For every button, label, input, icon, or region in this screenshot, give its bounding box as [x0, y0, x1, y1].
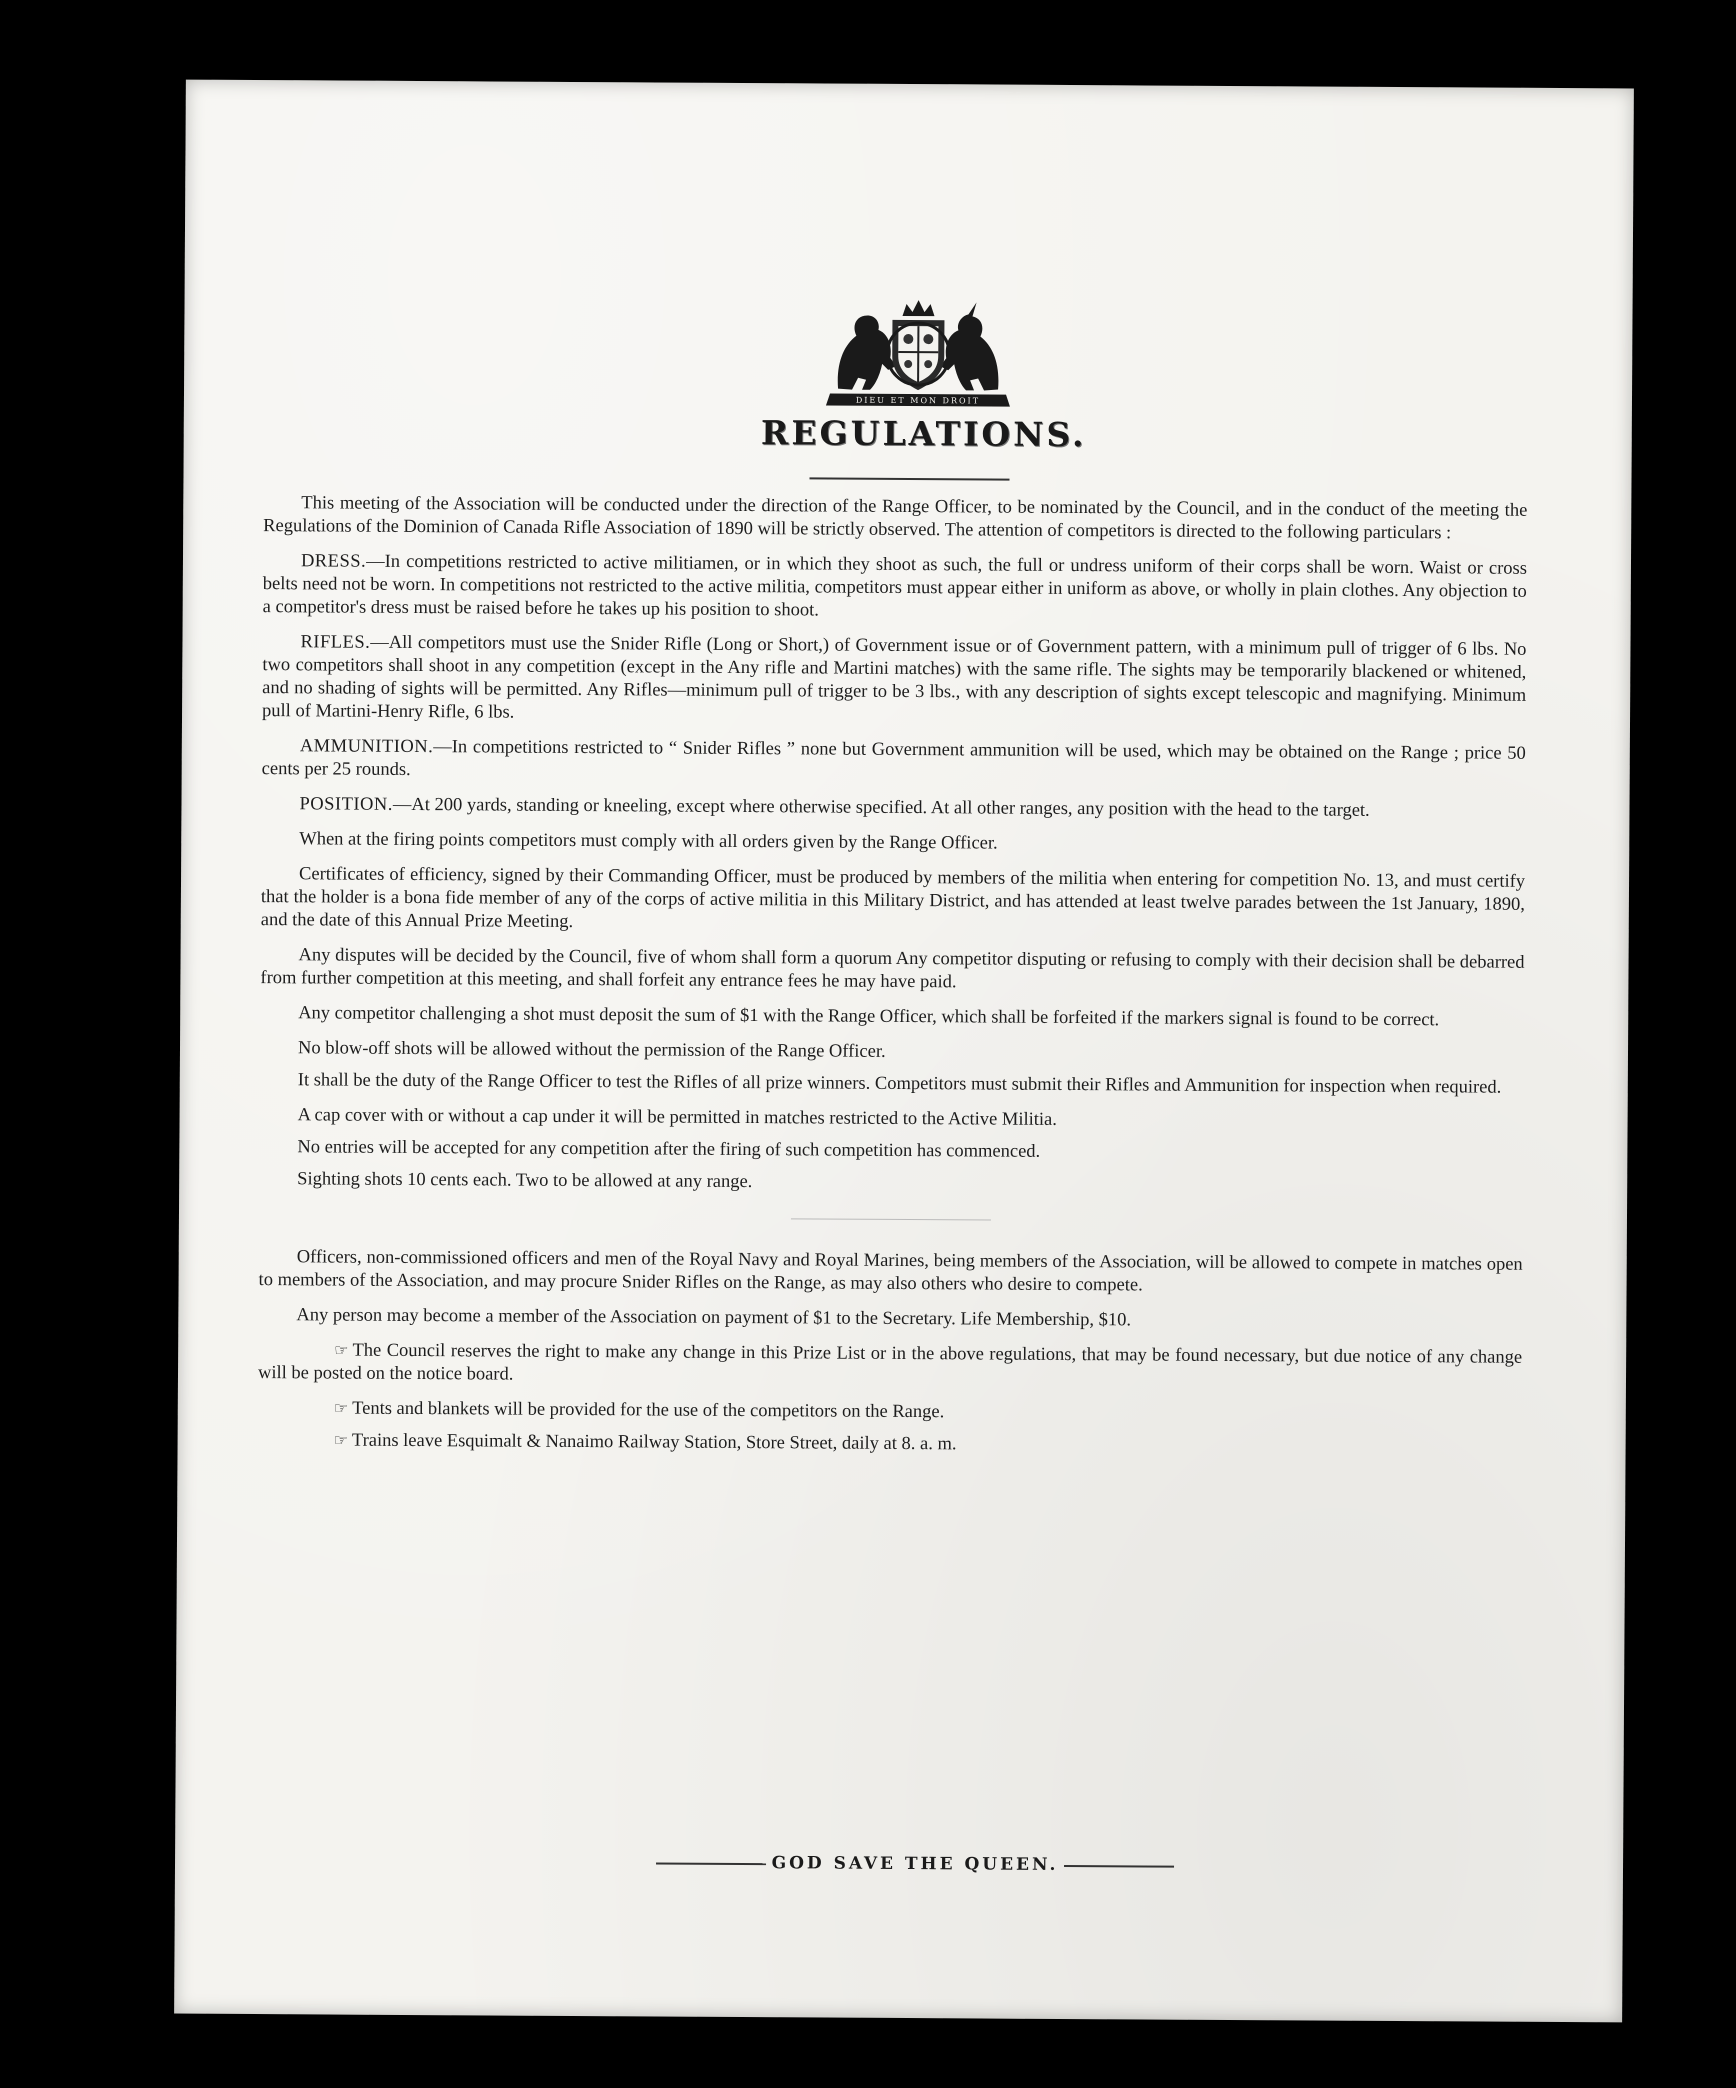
paragraph-lead: RIFLES.: [300, 632, 371, 653]
pointing-hand-icon: ☞: [334, 1342, 349, 1360]
paragraph-text: Officers, non-commissioned officers and men of the Royal Navy and Royal Marines, being members of the Association, will be allowed to compete in matches open to members of the Association, and may procure Snider Rifles on the Range, as may also others who desire to compete.: [258, 1247, 1523, 1296]
page-title: REGULATIONS.: [760, 413, 1087, 455]
paragraph-text: When at the firing points competitors must comply with all orders given by the Range Officer.: [299, 829, 998, 854]
section-divider: [791, 1218, 991, 1220]
paragraph: [260, 1037, 1524, 1068]
document-sheet: [174, 80, 1634, 2023]
crest-motto: DIEU ET MON DROIT: [855, 395, 981, 406]
regulations-list: [259, 492, 1527, 1199]
pointing-hand-icon: ☞: [333, 1400, 349, 1418]
paragraph: [261, 863, 1525, 940]
paragraph-text: No blow-off shots will be allowed without the permission of the Range Officer.: [297, 1038, 886, 1062]
paragraph-text: Any person may become a member of the Association on payment of $1 to the Secretary. Life Membership, $10.: [296, 1305, 1132, 1331]
notice-paragraph: [258, 1397, 1522, 1428]
paragraph-text: —All competitors must use the Snider Rifle (Long or Short,) of Government issue or of Government pattern, with a minimum pull of trigger of 6 lbs. No two competitors shall shoot in any competition (except in the Any rifle and Martini matches) with the same rifle. The sights may be temporarily blackened or whitened, and no shading of sights will be permitted. Any Rifles—minimum pull of trigger to be 3 lbs., with any description of sights except telescopic and magnifying. Minimum pull of Martini-Henry Rifle, 6 lbs.: [262, 632, 1527, 723]
paragraph: [259, 1246, 1523, 1300]
paragraph: [258, 1304, 1522, 1335]
regulations-body: [257, 492, 1527, 1469]
notice-paragraph: [258, 1339, 1522, 1393]
footer-dash-left: [656, 1862, 766, 1865]
paragraph-text: Tents and blankets will be provided for the use of the competitors on the Range.: [352, 1398, 945, 1423]
paragraph-text: —In competitions restricted to “ Snider Rifles ” none but Government ammunition will be used, which may be obtained on the Range ; price 50 cents per 25 rounds.: [261, 737, 1526, 780]
title-divider: [809, 477, 1009, 480]
paragraph: [259, 1168, 1523, 1199]
paragraph-text: —In competitions restricted to active militiamen, or in which they shoot as such, the full or undress uniform of their corps shall be worn. Waist or cross belts need not be worn. In competitions not restricted to the active militia, competitors must appear either in uniform as above, or wholly in plain clothes. Any objection to a competitor's dress must be raised before he takes up his position to shoot.: [262, 551, 1528, 621]
paragraph-lead: POSITION.: [299, 794, 393, 815]
paragraph-text: No entries will be accepted for any competition after the firing of such competition has commenced.: [297, 1137, 1041, 1162]
paragraph-ammunition: [262, 735, 1526, 789]
paragraph-text: Certificates of efficiency, signed by their Commanding Officer, must be produced by members of the militia when entering for competition No. 13, and must certify that the holder is a bona fide member of any of the corps of active militia in this Military District, and has attended at least twelve parades between the 1st January, 1890, and the date of this Annual Prize Meeting.: [260, 864, 1526, 932]
paragraph: [260, 1069, 1524, 1100]
paragraph-text: This meeting of the Association will be conducted under the direction of the Range Officer, to be nominated by the Council, and in the conduct of the meeting the Regulations of the Dominion of Canada Rifle Association of 1890 will be strictly observed. The attention of competitors is directed to the following particulars :: [263, 493, 1528, 544]
paragraph-text: Any competitor challenging a shot must deposit the sum of $1 with the Range Officer, which shall be forfeited if the markers signal is found to be correct.: [298, 1003, 1440, 1031]
paragraph: [260, 1104, 1524, 1135]
paragraph-text: The Council reserves the right to make any change in this Prize List or in the above regulations, that may be found necessary, but due notice of any change will be posted on the notice board.: [257, 1340, 1523, 1385]
paragraph: [260, 1002, 1524, 1033]
closing-line: [515, 1852, 1315, 1877]
royal-coat-of-arms-icon: [818, 293, 1019, 412]
paragraph-position: [261, 793, 1525, 824]
paragraph: [261, 828, 1525, 859]
paragraph-rifles: [262, 631, 1527, 731]
paragraph-text: It shall be the duty of the Range Officer to test the Rifles of all prize winners. Competitors must submit their Rifles and Ammunition for inspection when required.: [297, 1070, 1502, 1098]
paragraph-text: A cap cover with or without a cap under it will be permitted in matches restricted to the Active Militia.: [297, 1105, 1057, 1130]
footer-dash-right: [1064, 1864, 1174, 1867]
footer-text: GOD SAVE THE QUEEN.: [771, 1853, 1059, 1875]
paragraph-text: Trains leave Esquimalt & Nanaimo Railway Station, Store Street, daily at 8. a. m.: [351, 1430, 957, 1455]
paragraph: [260, 944, 1524, 998]
paragraph-text: —At 200 yards, standing or kneeling, except where otherwise specified. At all other ranges, any position with the head to the target.: [392, 794, 1370, 821]
paragraph-text: Any disputes will be decided by the Council, five of whom shall form a quorum Any competitor disputing or refusing to comply with their decision shall be debarred from further competition at this meeting, and shall forfeit any entrance fees he may have paid.: [260, 945, 1525, 993]
notice-paragraph: [258, 1429, 1522, 1460]
paragraph: [259, 1136, 1523, 1167]
pointing-hand-icon: ☞: [333, 1432, 349, 1450]
paragraph-lead: AMMUNITION.: [299, 736, 434, 758]
notices-list: [258, 1246, 1523, 1460]
paragraph-lead: DRESS.: [300, 551, 367, 572]
paragraph-text: Sighting shots 10 cents each. Two to be allowed at any range.: [297, 1169, 753, 1193]
paragraph-dress: [263, 550, 1527, 627]
paragraph: [263, 492, 1527, 546]
